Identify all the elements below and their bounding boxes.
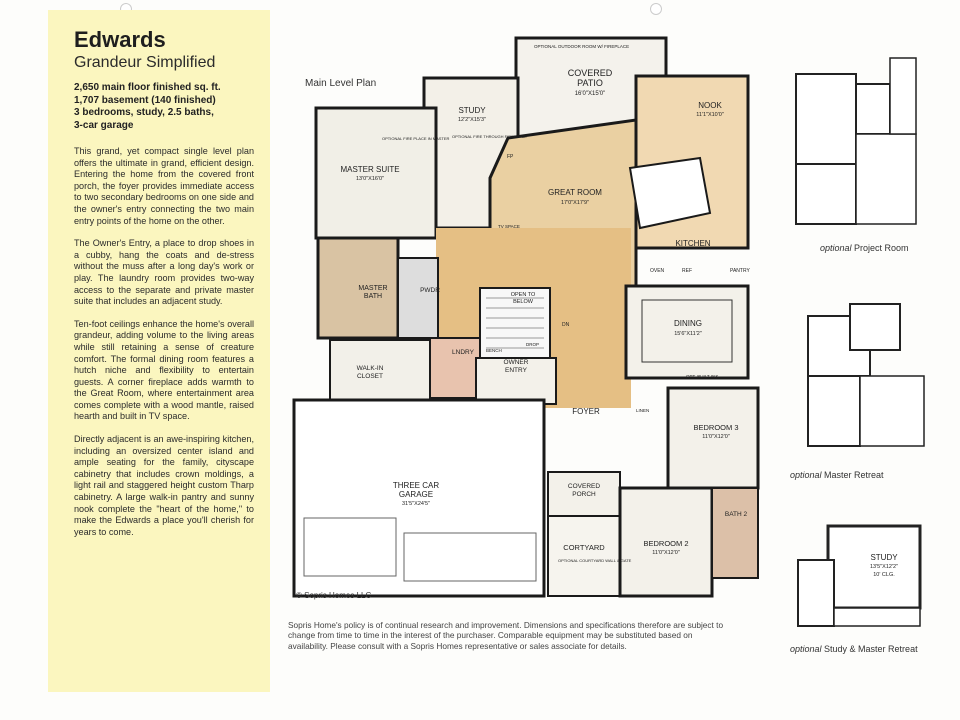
option-caption: optional Study & Master Retreat: [790, 644, 918, 654]
master-bath-label: BATH: [363, 293, 383, 300]
plan-note: REF: [682, 268, 692, 274]
open-below-label: BELOW: [513, 299, 533, 305]
bedroom3-dims: 11'0"X12'0": [702, 434, 730, 440]
great-room-label: GREAT ROOM: [548, 188, 602, 197]
description-paragraph: The Owner's Entry, a place to drop shoes in a cubby, hang the coats and de-stress without the muss after a long day's work or play. The laundry room provides two-way access to the separate and private master suite that includes an adjacent study.: [74, 238, 254, 307]
dining-label: DINING: [674, 319, 702, 328]
covered-patio-dims: 16'0"X15'0": [574, 91, 606, 97]
master-suite-dims: 13'0"X16'0": [355, 176, 385, 182]
kitchen-label: KITCHEN: [675, 239, 711, 248]
description-paragraph: This grand, yet compact single level plan offers the ultimate in grand, efficient design. Entering the home from the covered front porch, the foyer provides immediate access to two secondary bedrooms on one side and the owner's entry connecting the two main entry points of the home on the other.: [74, 146, 254, 226]
garage-label: THREE CAR: [392, 481, 440, 490]
disclaimer: Sopris Home's policy is of continual research and improvement. Dimensions and specifications therefore are subject to change from time to time in the interest of the purchaser. Comparable equipment may be substituted based on availability. Please consult with a Sopris Homes representative or sales associate for details.: [288, 620, 724, 651]
binder-hole: [650, 3, 662, 15]
plan-note: OPTIONAL FIRE THROUGH FIREPLACE: [452, 134, 527, 139]
closet-label: CLOSET: [356, 373, 384, 380]
master-retreat-option-plan: [790, 296, 940, 462]
spec-line: 1,707 basement (140 finished): [74, 94, 216, 106]
spec-line: 3 bedrooms, study, 2.5 baths,: [74, 107, 214, 118]
plan-note: BENCH: [486, 348, 502, 353]
pwdr-area: [398, 258, 438, 338]
closet-label: WALK-IN: [356, 365, 384, 372]
covered-patio-label: COVERED: [567, 68, 613, 78]
garage-dims: 31'5"X24'5": [401, 501, 431, 507]
bath2-label: BATH 2: [724, 511, 748, 518]
description-paragraph: Directly adjacent is an awe-inspiring kitchen, including an oversized center island and ample seating for the family, cityscape cabinetry that includes crown moldings, a light rail and staggered height custom Tharp cabinetry. A large walk-in pantry and sunny nook complete the "heart of the home," to make the Edwards a place you'll cherish for years to come.: [74, 434, 254, 537]
plan-note: OPTIONAL FIRE PLACE IN MASTER: [382, 136, 450, 141]
spec-line: 3-car garage: [74, 119, 134, 131]
option-study-label: STUDY: [870, 553, 898, 562]
option-caption: optional Project Room: [820, 243, 909, 253]
bath2-area: [712, 488, 758, 578]
plan-note: OVEN: [650, 268, 665, 274]
plan-note: PANTRY: [730, 268, 750, 274]
plan-tagline: Grandeur Simplified: [74, 54, 216, 71]
open-below-label: OPEN TO: [510, 292, 536, 298]
plan-note: OPTIONAL COURTYARD WALL & GATE: [558, 558, 632, 563]
owner-entry-label: OWNER: [503, 359, 529, 366]
plan-note: DROP: [526, 342, 540, 347]
courtyard-area: [548, 516, 620, 596]
bedroom2-label: BEDROOM 2: [643, 539, 689, 548]
copyright-notice: © Sopris Homes LLC: [296, 591, 372, 600]
plan-name: Edwards: [74, 27, 166, 52]
description-sidebar: [48, 10, 270, 692]
option-study-dims: 13'5"X12'2": [869, 564, 899, 570]
nook-label: NOOK: [698, 101, 722, 110]
porch-label: COVERED: [567, 483, 601, 490]
plan-specs: [74, 82, 254, 132]
option-study-ceiling: 10' CLG.: [873, 572, 895, 578]
laundry-label: LNDRY: [452, 349, 474, 356]
owner-entry-label: ENTRY: [505, 367, 527, 374]
plan-note: FP: [507, 154, 514, 160]
bedroom2-dims: 11'0"X12'0": [652, 550, 680, 556]
plan-note: OPTIONAL OUTDOOR ROOM W/ FIREPLACE: [534, 44, 630, 49]
courtyard-label: CORTYARD: [563, 543, 605, 552]
plan-label: Main Level Plan: [305, 78, 377, 89]
master-bath-label: MASTER: [358, 285, 388, 292]
description-paragraph: Ten-foot ceilings enhance the home's overall grandeur, adding volume to the living areas while still retaining a sense of creature comfort. The formal dining room features a hutch niche and flexibility to entertain guests. A corner fireplace adds warmth to the Great Room, where entertainment area comes complete with a wood mantle, raised hearth and built in TV space.: [74, 318, 254, 422]
covered-patio-label: PATIO: [577, 78, 603, 88]
great-room-dims: 17'0"X17'9": [560, 200, 590, 206]
plan-note: DN: [562, 322, 570, 328]
spec-line: 2,650 main floor finished sq. ft.: [74, 82, 221, 93]
porch-label: PORCH: [572, 491, 596, 498]
linen-label: LINEN: [636, 408, 650, 413]
main-floor-plan: [290, 28, 780, 613]
garage-label: GARAGE: [398, 490, 434, 499]
plan-note: TV SPACE: [498, 224, 520, 229]
pwdr-label: PWDR: [420, 287, 440, 294]
bedroom3-label: BEDROOM 3: [693, 423, 739, 432]
project-room-option-plan: [790, 48, 930, 238]
master-suite-label: MASTER SUITE: [340, 165, 400, 174]
foyer-label: FOYER: [572, 407, 600, 416]
study-label: STUDY: [458, 106, 486, 115]
study-dims: 12'2"X15'3": [457, 117, 487, 123]
study-retreat-option-plan: [794, 520, 934, 630]
option-caption: optional Master Retreat: [790, 470, 884, 480]
dining-dims: 15'6"X11'2": [674, 331, 702, 337]
nook-dims: 11'1"X10'0": [696, 112, 724, 118]
plan-note: OPT. BUILT-INS: [686, 374, 719, 379]
laundry-area: [430, 338, 480, 398]
